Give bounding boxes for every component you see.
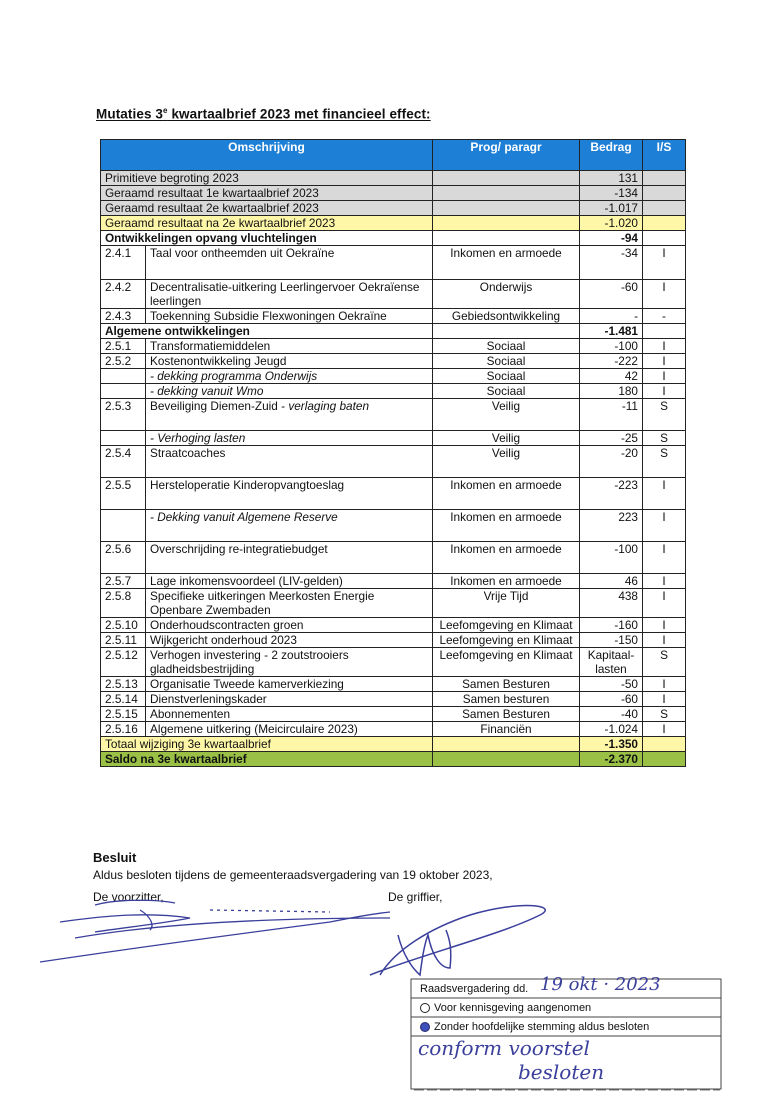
row-amount: -223 xyxy=(580,478,643,510)
header-bedrag: Bedrag xyxy=(580,140,643,171)
row-description: Toekenning Subsidie Flexwoningen Oekraïne xyxy=(146,309,433,324)
row-number: 2.5.5 xyxy=(101,478,146,510)
raadsvergadering-stamp xyxy=(410,976,724,1094)
stamp-handwritten-1: conform voorstel xyxy=(418,1036,590,1060)
row-is: I xyxy=(643,692,686,707)
row-description: Taal voor ontheemden uit Oekraïne xyxy=(146,246,433,280)
row-description: - Verhoging lasten xyxy=(146,431,433,446)
row-description: Specifieke uitkeringen Meerkosten Energie Openbare Zwembaden xyxy=(146,589,433,618)
row-is: I xyxy=(643,384,686,399)
row-amount: -34 xyxy=(580,246,643,280)
row-description: Primitieve begroting 2023 xyxy=(101,171,433,186)
row-amount: Kapitaal- lasten xyxy=(580,648,643,677)
row-is: I xyxy=(643,478,686,510)
row-amount: -1.350 xyxy=(580,737,643,752)
row-program: Sociaal xyxy=(433,384,580,399)
radio-filled-icon xyxy=(420,1022,430,1032)
row-program: Inkomen en armoede xyxy=(433,478,580,510)
row-description: Verhogen investering - 2 zoutstrooiers gladheidsbestrijding xyxy=(146,648,433,677)
row-number: 2.4.1 xyxy=(101,246,146,280)
row-number: 2.5.1 xyxy=(101,339,146,354)
row-number: 2.5.11 xyxy=(101,633,146,648)
row-amount: -2.370 xyxy=(580,752,643,767)
row-is: I xyxy=(643,246,686,280)
row-program: Sociaal xyxy=(433,339,580,354)
row-description: - dekking vanuit Wmo xyxy=(146,384,433,399)
row-description: Geraamd resultaat 1e kwartaalbrief 2023 xyxy=(101,186,433,201)
row-number: 2.5.3 xyxy=(101,399,146,431)
row-program: Sociaal xyxy=(433,369,580,384)
griffier-signature xyxy=(370,906,545,975)
row-program: Gebiedsontwikkeling xyxy=(433,309,580,324)
row-description: Abonnementen xyxy=(146,707,433,722)
row-number: 2.5.6 xyxy=(101,542,146,574)
row-amount: 438 xyxy=(580,589,643,618)
row-is: I xyxy=(643,339,686,354)
row-program: Samen Besturen xyxy=(433,677,580,692)
row-is: I xyxy=(643,589,686,618)
row-is: I xyxy=(643,574,686,589)
row-is: I xyxy=(643,677,686,692)
row-description: Overschrijding re-integratiebudget xyxy=(146,542,433,574)
row-description: Saldo na 3e kwartaalbrief xyxy=(101,752,433,767)
row-description: Totaal wijziging 3e kwartaalbrief xyxy=(101,737,433,752)
row-amount: -40 xyxy=(580,707,643,722)
row-number: 2.5.2 xyxy=(101,354,146,369)
besluit-text: Aldus besloten tijdens de gemeenteraadsvergadering van 19 oktober 2023, xyxy=(93,868,493,882)
stamp-date: 19 okt · 2023 xyxy=(540,974,661,995)
stamp-option-2: Zonder hoofdelijke stemming aldus besloten xyxy=(420,1021,649,1033)
row-description: Onderhoudscontracten groen xyxy=(146,618,433,633)
row-program: Inkomen en armoede xyxy=(433,246,580,280)
row-number: 2.5.14 xyxy=(101,692,146,707)
row-amount: -1.017 xyxy=(580,201,643,216)
row-is: - xyxy=(643,309,686,324)
stamp-handwritten-2: besloten xyxy=(518,1060,605,1084)
row-program: Samen besturen xyxy=(433,692,580,707)
row-amount: 46 xyxy=(580,574,643,589)
row-amount: -100 xyxy=(580,542,643,574)
row-number: 2.5.13 xyxy=(101,677,146,692)
header-is: I/S xyxy=(643,140,686,171)
row-number: 2.4.2 xyxy=(101,280,146,309)
row-number: 2.5.8 xyxy=(101,589,146,618)
row-number: 2.4.3 xyxy=(101,309,146,324)
row-amount: 223 xyxy=(580,510,643,542)
row-description: - Dekking vanuit Algemene Reserve xyxy=(146,510,433,542)
voorzitter-signature xyxy=(40,900,390,962)
row-amount: -60 xyxy=(580,692,643,707)
row-description: Beveiliging Diemen-Zuid - verlaging baten xyxy=(146,399,433,431)
row-is: I xyxy=(643,369,686,384)
header-omschrijving: Omschrijving xyxy=(101,140,433,171)
row-amount: 180 xyxy=(580,384,643,399)
row-amount: -222 xyxy=(580,354,643,369)
row-description: Dienstverleningskader xyxy=(146,692,433,707)
stamp-option-1: Voor kennisgeving aangenomen xyxy=(420,1002,591,1014)
row-is: S xyxy=(643,431,686,446)
row-program: Leefomgeving en Klimaat xyxy=(433,633,580,648)
row-description: Geraamd resultaat 2e kwartaalbrief 2023 xyxy=(101,201,433,216)
row-program: Financiën xyxy=(433,722,580,737)
row-program: Inkomen en armoede xyxy=(433,510,580,542)
row-number: 2.5.16 xyxy=(101,722,146,737)
row-description: Hersteloperatie Kinderopvangtoeslag xyxy=(146,478,433,510)
row-description: Geraamd resultaat na 2e kwartaalbrief 2023 xyxy=(101,216,433,231)
row-is: I xyxy=(643,280,686,309)
row-number: 2.5.4 xyxy=(101,446,146,478)
row-amount: -11 xyxy=(580,399,643,431)
row-amount: -134 xyxy=(580,186,643,201)
row-description: Wijkgericht onderhoud 2023 xyxy=(146,633,433,648)
page-title: Mutaties 3e kwartaalbrief 2023 met financieel effect: xyxy=(96,106,431,122)
row-is: I xyxy=(643,510,686,542)
row-is: I xyxy=(643,542,686,574)
voorzitter-label: De voorzitter, xyxy=(93,890,164,904)
row-description: Decentralisatie-uitkering Leerlingervoer Oekraïense leerlingen xyxy=(146,280,433,309)
row-program: Vrije Tijd xyxy=(433,589,580,618)
row-number: 2.5.7 xyxy=(101,574,146,589)
row-program: Sociaal xyxy=(433,354,580,369)
row-is: I xyxy=(643,618,686,633)
row-program: Leefomgeving en Klimaat xyxy=(433,648,580,677)
row-program: Veilig xyxy=(433,399,580,431)
row-program: Leefomgeving en Klimaat xyxy=(433,618,580,633)
row-is: I xyxy=(643,633,686,648)
row-description: Transformatiemiddelen xyxy=(146,339,433,354)
row-description: Algemene uitkering (Meicirculaire 2023) xyxy=(146,722,433,737)
row-program: Inkomen en armoede xyxy=(433,574,580,589)
row-amount: -60 xyxy=(580,280,643,309)
row-is: S xyxy=(643,446,686,478)
row-number: 2.5.10 xyxy=(101,618,146,633)
row-number: 2.5.12 xyxy=(101,648,146,677)
row-description: Algemene ontwikkelingen xyxy=(101,324,433,339)
stamp-label: Raadsvergadering dd. xyxy=(420,983,529,995)
row-program: Onderwijs xyxy=(433,280,580,309)
row-program: Veilig xyxy=(433,431,580,446)
row-is: I xyxy=(643,354,686,369)
row-number: 2.5.15 xyxy=(101,707,146,722)
row-amount: 131 xyxy=(580,171,643,186)
row-description: Lage inkomensvoordeel (LIV-gelden) xyxy=(146,574,433,589)
row-amount: - xyxy=(580,309,643,324)
row-amount: -1.020 xyxy=(580,216,643,231)
row-is: I xyxy=(643,722,686,737)
row-amount: -20 xyxy=(580,446,643,478)
row-program: Samen Besturen xyxy=(433,707,580,722)
row-description: Kostenontwikkeling Jeugd xyxy=(146,354,433,369)
row-is: S xyxy=(643,399,686,431)
row-amount: -1.481 xyxy=(580,324,643,339)
row-amount: -25 xyxy=(580,431,643,446)
row-amount: 42 xyxy=(580,369,643,384)
row-amount: -100 xyxy=(580,339,643,354)
row-amount: -160 xyxy=(580,618,643,633)
besluit-heading: Besluit xyxy=(93,850,137,865)
row-amount: -50 xyxy=(580,677,643,692)
row-description: - dekking programma Onderwijs xyxy=(146,369,433,384)
row-amount: -94 xyxy=(580,231,643,246)
radio-icon xyxy=(420,1003,430,1013)
row-amount: -1.024 xyxy=(580,722,643,737)
row-is: S xyxy=(643,648,686,677)
row-is: S xyxy=(643,707,686,722)
header-prog: Prog/ paragr xyxy=(433,140,580,171)
griffier-label: De griffier, xyxy=(388,890,443,904)
row-amount: -150 xyxy=(580,633,643,648)
row-description: Organisatie Tweede kamerverkiezing xyxy=(146,677,433,692)
row-program: Veilig xyxy=(433,446,580,478)
row-description: Ontwikkelingen opvang vluchtelingen xyxy=(101,231,433,246)
row-description: Straatcoaches xyxy=(146,446,433,478)
row-program: Inkomen en armoede xyxy=(433,542,580,574)
